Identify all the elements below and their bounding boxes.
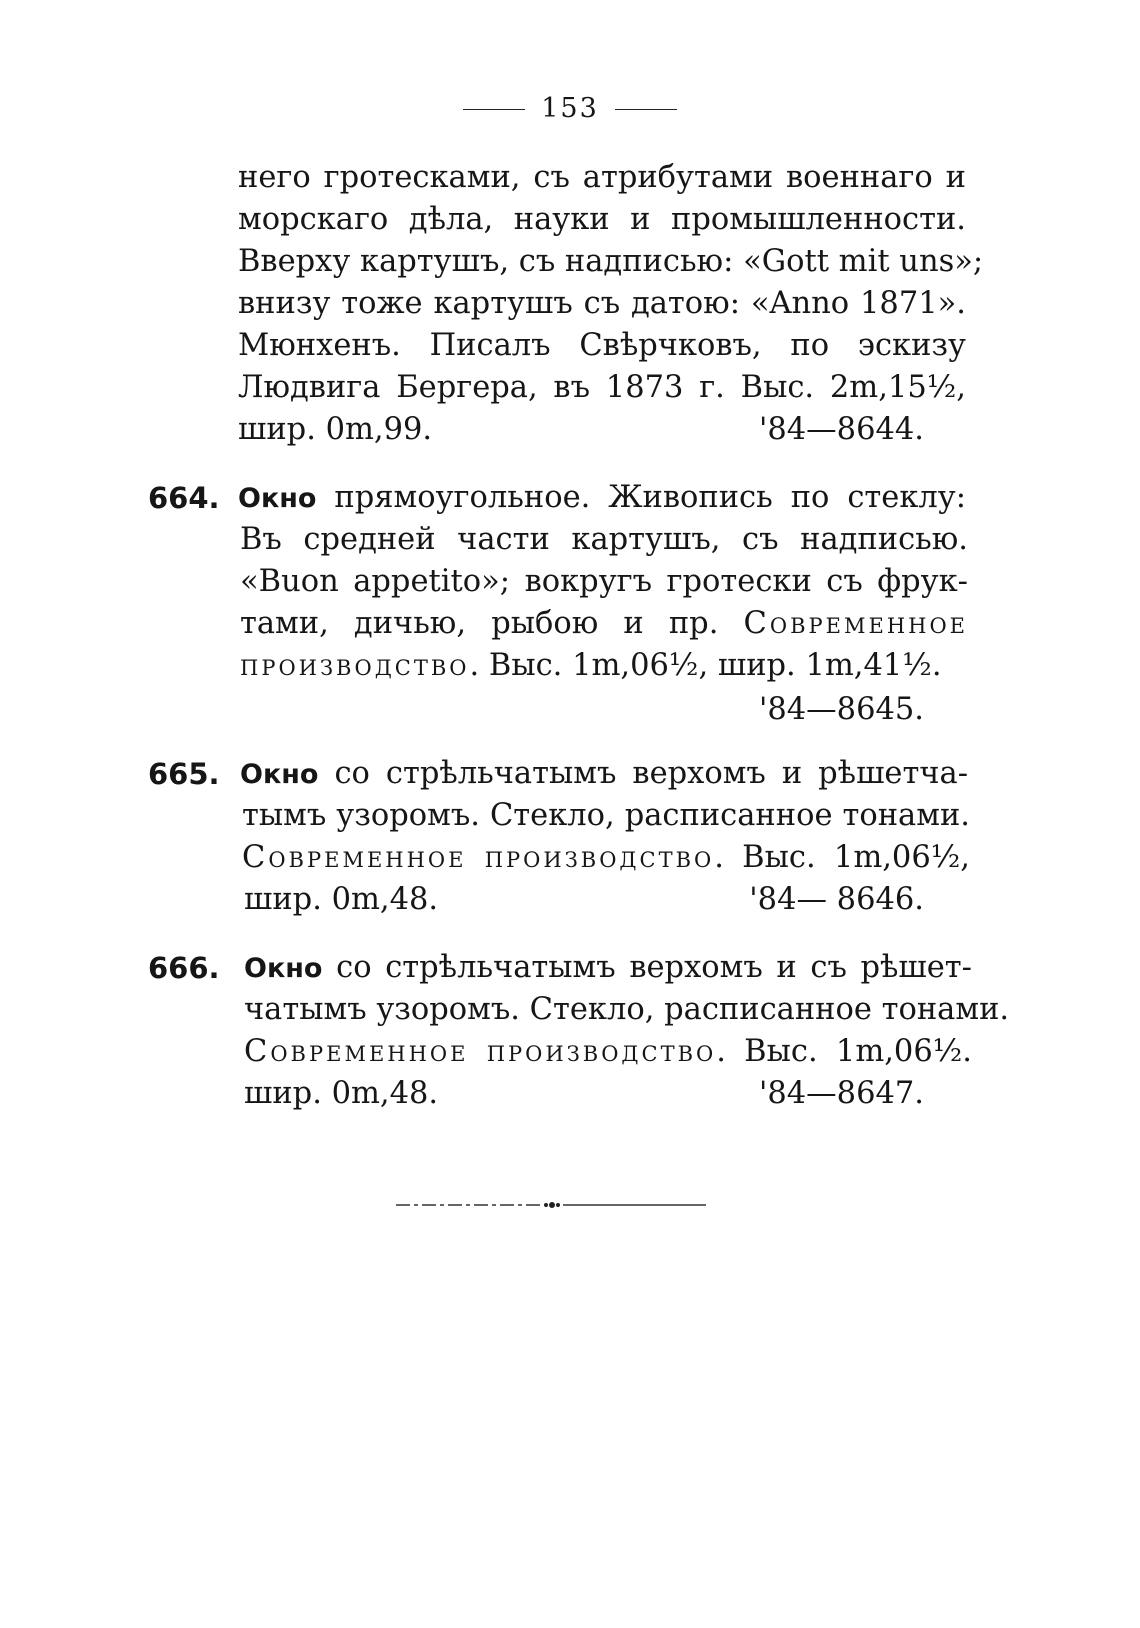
text-line: шир. 0m,48. bbox=[244, 882, 439, 917]
text-line: Мюнхенъ. Писалъ Свѣрчковъ, по эскизу bbox=[238, 328, 966, 363]
text-line: него гротесками, съ атрибутами военнаго и bbox=[238, 160, 966, 195]
entry-keyword: Окно bbox=[238, 483, 317, 514]
text-line: шир. 0m,48. bbox=[244, 1076, 439, 1111]
inventory-number: '84— 8646. bbox=[749, 882, 924, 917]
page-number: 153 bbox=[541, 93, 599, 124]
header-rule-left bbox=[463, 109, 525, 110]
entry-text: со стрѣльчатымъ верхомъ и рѣшетча- bbox=[318, 756, 968, 791]
text-line: «Buon appetito»; вокругъ гротески съ фрук- bbox=[240, 564, 968, 599]
inventory-number: '84—8645. bbox=[758, 692, 924, 727]
text-line: производство. Выс. 1m,06½, шир. 1m,41½. bbox=[240, 648, 942, 683]
text-line: чатымъ узоромъ. Стекло, расписанное тонами. bbox=[244, 992, 1010, 1027]
inventory-number: '84—8647. bbox=[758, 1076, 924, 1111]
text-line: внизу тоже картушъ съ датою: «Anno 1871». bbox=[238, 286, 966, 321]
text-line: тами, дичью, рыбою и пр. Современное bbox=[240, 606, 968, 641]
entry-text: со стрѣльчатымъ верхомъ и съ рѣшет- bbox=[322, 950, 972, 985]
text-line: Людвига Бергера, въ 1873 г. Выс. 2m,15½, bbox=[238, 370, 966, 405]
page-header bbox=[0, 93, 1140, 124]
entry-number: 664. bbox=[148, 481, 220, 515]
entry-number: 665. bbox=[148, 757, 220, 791]
entry-text: прямоугольное. Живопись по стеклу: bbox=[316, 480, 966, 515]
header-rule-right bbox=[615, 109, 677, 110]
end-ornament bbox=[396, 1199, 706, 1211]
entry-number: 666. bbox=[148, 951, 220, 985]
entry-first-line bbox=[238, 478, 966, 519]
entry-first-line bbox=[240, 754, 968, 795]
inventory-number: '84—8644. bbox=[758, 412, 924, 447]
text-line: Вверху картушъ, съ надписью: «Gott mit uns»; bbox=[238, 244, 984, 279]
text-line: Современное производство. Выс. 1m,06½. bbox=[244, 1034, 972, 1069]
text-line: шир. 0m,99. bbox=[238, 412, 433, 447]
entry-first-line bbox=[244, 948, 972, 989]
entry-keyword: Окно bbox=[240, 759, 319, 790]
text-line: Современное производство. Выс. 1m,06½, bbox=[242, 840, 970, 875]
text-line: тымъ узоромъ. Стекло, расписанное тонами. bbox=[242, 798, 970, 833]
text-line: морскаго дѣла, науки и промышленности. bbox=[238, 202, 966, 237]
text-line: Въ средней части картушъ, съ надписью. bbox=[240, 522, 968, 557]
entry-keyword: Окно bbox=[244, 953, 323, 984]
